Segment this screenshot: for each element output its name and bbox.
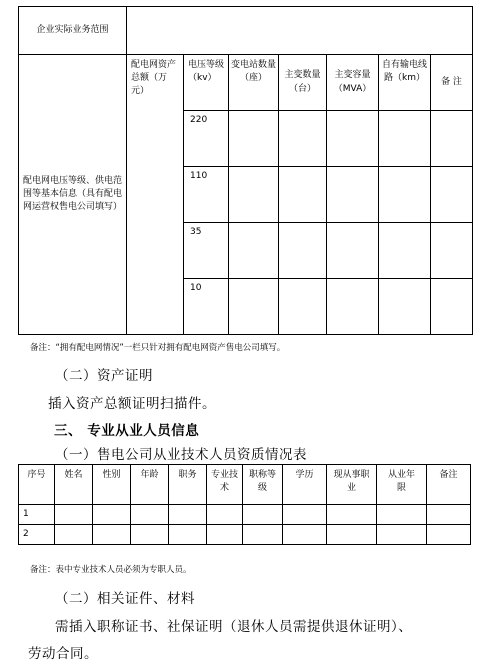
col-header-no: 序号: [19, 465, 55, 505]
cell[interactable]: [327, 525, 377, 545]
col-header-years: 从业年限: [377, 465, 427, 505]
cell[interactable]: [283, 525, 327, 545]
col-header-gender: 性别: [93, 465, 131, 505]
header-voltage-level: 电压等级（kv）: [184, 55, 229, 111]
section-asset-proof-title: （二）资产证明: [55, 368, 153, 384]
row-number: 1: [19, 505, 55, 525]
cell[interactable]: [229, 111, 279, 167]
col-header-remarks: 备注: [427, 465, 471, 505]
cell[interactable]: [229, 167, 279, 223]
cell[interactable]: [55, 525, 93, 545]
cell[interactable]: [243, 505, 283, 525]
voltage-220: 220: [184, 111, 229, 167]
cell[interactable]: [431, 279, 473, 335]
section-asset-proof-text: 插入资产总额证明扫描件。: [48, 396, 216, 412]
cell[interactable]: [379, 111, 431, 167]
cell[interactable]: [169, 525, 207, 545]
col-header-position: 职务: [169, 465, 207, 505]
cell[interactable]: [279, 111, 327, 167]
cell[interactable]: [131, 505, 169, 525]
note-staff: 备注：表中专业技术人员必须为专职人员。: [30, 565, 192, 575]
section-documents-text-line2: 劳动合同。: [28, 646, 98, 662]
scope-label: 企业实际业务范围: [19, 7, 127, 55]
cell[interactable]: [327, 111, 379, 167]
section-staff-table-title: （一）售电公司从业技术人员资质情况表: [55, 447, 307, 463]
staff-qualification-table: [18, 464, 471, 545]
header-asset-total: 配电网资产总额（万元）: [127, 55, 184, 335]
header-substation-count: 变电站数量（座）: [229, 55, 279, 111]
voltage-110: 110: [184, 167, 229, 223]
cell[interactable]: [207, 505, 243, 525]
cell[interactable]: [93, 525, 131, 545]
cell[interactable]: [427, 505, 471, 525]
cell[interactable]: [279, 167, 327, 223]
cell[interactable]: [327, 505, 377, 525]
distribution-network-table: [18, 6, 473, 335]
cell[interactable]: [427, 525, 471, 545]
cell[interactable]: [283, 505, 327, 525]
cell[interactable]: [55, 505, 93, 525]
section-documents-text-line1: 需插入职称证书、社保证明（退休人员需提供退休证明）、: [55, 619, 413, 635]
cell[interactable]: [379, 279, 431, 335]
cell[interactable]: [377, 505, 427, 525]
header-transformer-capacity: 主变容量（MVA）: [327, 55, 379, 111]
cell[interactable]: [93, 505, 131, 525]
cell[interactable]: [207, 525, 243, 545]
cell[interactable]: [377, 525, 427, 545]
col-header-specialty: 专业技术: [207, 465, 243, 505]
cell[interactable]: [431, 223, 473, 279]
note-distribution-network: 备注：“拥有配电网情况”一栏只针对拥有配电网资产售电公司填写。: [30, 343, 286, 353]
cell[interactable]: [379, 167, 431, 223]
cell[interactable]: [229, 279, 279, 335]
col-header-education: 学历: [283, 465, 327, 505]
scope-value-cell[interactable]: [127, 7, 473, 55]
cell[interactable]: [229, 223, 279, 279]
col-header-name: 姓名: [55, 465, 93, 505]
cell[interactable]: [379, 223, 431, 279]
network-info-label: 配电网电压等级、供电范围等基本信息（具有配电网运营权售电公司填写）: [19, 55, 127, 335]
voltage-35: 35: [184, 223, 229, 279]
cell[interactable]: [327, 167, 379, 223]
col-header-age: 年龄: [131, 465, 169, 505]
cell[interactable]: [131, 525, 169, 545]
cell[interactable]: [431, 111, 473, 167]
cell[interactable]: [327, 279, 379, 335]
cell[interactable]: [279, 279, 327, 335]
cell[interactable]: [431, 167, 473, 223]
header-transformer-count: 主变数量（台）: [279, 55, 327, 111]
col-header-title-level: 职称等级: [243, 465, 283, 505]
header-remarks: 备 注: [431, 55, 473, 111]
col-header-current-job: 现从事职业: [327, 465, 377, 505]
cell[interactable]: [279, 223, 327, 279]
section-staff-title: 三、 专业从业人员信息: [54, 423, 200, 439]
cell[interactable]: [243, 525, 283, 545]
voltage-10: 10: [184, 279, 229, 335]
section-documents-title: （二）相关证件、材料: [55, 591, 195, 607]
row-number: 2: [19, 525, 55, 545]
cell[interactable]: [169, 505, 207, 525]
cell[interactable]: [327, 223, 379, 279]
header-own-line: 自有输电线路（km）: [379, 55, 431, 111]
